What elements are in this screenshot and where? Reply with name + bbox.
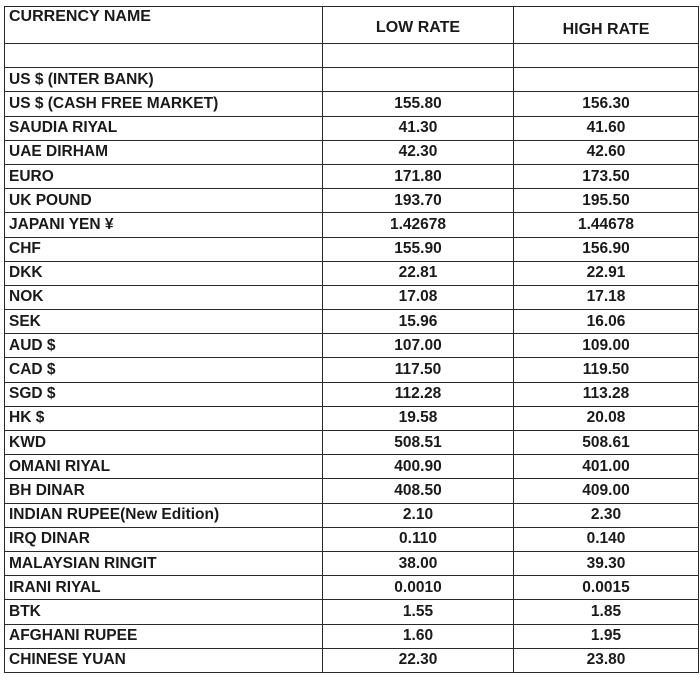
- table-row: [5, 648, 699, 672]
- currency-name-cell: JAPANI YEN ¥: [5, 213, 323, 237]
- high-rate-cell: 42.60: [514, 140, 699, 164]
- currency-name-cell: UK POUND: [5, 189, 323, 213]
- table-row: [5, 334, 699, 358]
- table-row: [5, 164, 699, 188]
- high-rate-cell: 1.44678: [514, 213, 699, 237]
- currency-name-cell: DKK: [5, 261, 323, 285]
- table-row: [5, 382, 699, 406]
- currency-rate-table: [4, 6, 699, 673]
- table-row: [5, 551, 699, 575]
- high-rate-cell: 173.50: [514, 164, 699, 188]
- currency-name-cell: US $ (INTER BANK): [5, 68, 323, 92]
- table-row: [5, 431, 699, 455]
- table-row: [5, 261, 699, 285]
- high-rate-cell: 2.30: [514, 503, 699, 527]
- blank-cell: [514, 44, 699, 68]
- currency-name-cell: OMANI RIYAL: [5, 455, 323, 479]
- currency-name-cell: NOK: [5, 285, 323, 309]
- currency-name-cell: IRQ DINAR: [5, 527, 323, 551]
- low-rate-cell: 22.30: [323, 648, 514, 672]
- high-rate-cell: 22.91: [514, 261, 699, 285]
- low-rate-cell: 42.30: [323, 140, 514, 164]
- low-rate-cell: 2.10: [323, 503, 514, 527]
- currency-name-cell: SAUDIA RIYAL: [5, 116, 323, 140]
- table-row: [5, 140, 699, 164]
- table-row: [5, 527, 699, 551]
- low-rate-cell: 155.90: [323, 237, 514, 261]
- low-rate-cell: 22.81: [323, 261, 514, 285]
- high-rate-cell: 17.18: [514, 285, 699, 309]
- table-row: [5, 479, 699, 503]
- currency-name-cell: SGD $: [5, 382, 323, 406]
- header-row: [5, 7, 699, 44]
- low-rate-cell: 117.50: [323, 358, 514, 382]
- high-rate-cell: 1.85: [514, 600, 699, 624]
- table-row: [5, 310, 699, 334]
- currency-name-cell: SEK: [5, 310, 323, 334]
- low-rate-cell: 107.00: [323, 334, 514, 358]
- low-rate-cell: 17.08: [323, 285, 514, 309]
- high-rate-cell: 20.08: [514, 406, 699, 430]
- low-rate-cell: 112.28: [323, 382, 514, 406]
- currency-name-cell: IRANI RIYAL: [5, 576, 323, 600]
- blank-cell: [5, 44, 323, 68]
- currency-name-cell: CHINESE YUAN: [5, 648, 323, 672]
- high-rate-cell: 16.06: [514, 310, 699, 334]
- high-rate-cell: 156.30: [514, 92, 699, 116]
- high-rate-cell: 119.50: [514, 358, 699, 382]
- currency-name-cell: US $ (CASH FREE MARKET): [5, 92, 323, 116]
- currency-name-cell: KWD: [5, 431, 323, 455]
- table-row: [5, 237, 699, 261]
- high-rate-cell: 0.0015: [514, 576, 699, 600]
- low-rate-cell: 1.60: [323, 624, 514, 648]
- blank-cell: [323, 44, 514, 68]
- currency-rate-sheet: [4, 6, 698, 692]
- high-rate-cell: 39.30: [514, 551, 699, 575]
- table-row: [5, 455, 699, 479]
- high-rate-cell: 23.80: [514, 648, 699, 672]
- currency-name-cell: MALAYSIAN RINGIT: [5, 551, 323, 575]
- high-rate-cell: 41.60: [514, 116, 699, 140]
- currency-name-cell: CHF: [5, 237, 323, 261]
- blank-row: [5, 44, 699, 68]
- currency-name-cell: AUD $: [5, 334, 323, 358]
- table-row: [5, 189, 699, 213]
- high-rate-cell: 508.61: [514, 431, 699, 455]
- header-high-rate: HIGH RATE: [514, 7, 699, 44]
- low-rate-cell: 155.80: [323, 92, 514, 116]
- currency-name-cell: HK $: [5, 406, 323, 430]
- header-currency-name: CURRENCY NAME: [5, 7, 323, 44]
- high-rate-cell: 409.00: [514, 479, 699, 503]
- currency-name-cell: AFGHANI RUPEE: [5, 624, 323, 648]
- currency-name-cell: CAD $: [5, 358, 323, 382]
- low-rate-cell: 193.70: [323, 189, 514, 213]
- low-rate-cell: 1.55: [323, 600, 514, 624]
- high-rate-cell: 156.90: [514, 237, 699, 261]
- low-rate-cell: 508.51: [323, 431, 514, 455]
- table-row: [5, 92, 699, 116]
- table-row: [5, 600, 699, 624]
- high-rate-cell: 1.95: [514, 624, 699, 648]
- table-row: [5, 358, 699, 382]
- table-row: [5, 68, 699, 92]
- low-rate-cell: 1.42678: [323, 213, 514, 237]
- table-row: [5, 406, 699, 430]
- low-rate-cell: 171.80: [323, 164, 514, 188]
- low-rate-cell: 41.30: [323, 116, 514, 140]
- currency-name-cell: INDIAN RUPEE(New Edition): [5, 503, 323, 527]
- low-rate-cell: 0.110: [323, 527, 514, 551]
- table-row: [5, 576, 699, 600]
- table-row: [5, 116, 699, 140]
- high-rate-cell: 109.00: [514, 334, 699, 358]
- table-row: [5, 213, 699, 237]
- low-rate-cell: 19.58: [323, 406, 514, 430]
- header-low-rate: LOW RATE: [323, 7, 514, 44]
- table-row: [5, 503, 699, 527]
- table-row: [5, 624, 699, 648]
- currency-name-cell: EURO: [5, 164, 323, 188]
- table-row: [5, 285, 699, 309]
- high-rate-cell: 401.00: [514, 455, 699, 479]
- low-rate-cell: [323, 68, 514, 92]
- currency-name-cell: BH DINAR: [5, 479, 323, 503]
- low-rate-cell: 15.96: [323, 310, 514, 334]
- currency-name-cell: BTK: [5, 600, 323, 624]
- low-rate-cell: 0.0010: [323, 576, 514, 600]
- low-rate-cell: 38.00: [323, 551, 514, 575]
- currency-name-cell: UAE DIRHAM: [5, 140, 323, 164]
- high-rate-cell: 0.140: [514, 527, 699, 551]
- low-rate-cell: 408.50: [323, 479, 514, 503]
- high-rate-cell: 195.50: [514, 189, 699, 213]
- high-rate-cell: 113.28: [514, 382, 699, 406]
- low-rate-cell: 400.90: [323, 455, 514, 479]
- high-rate-cell: [514, 68, 699, 92]
